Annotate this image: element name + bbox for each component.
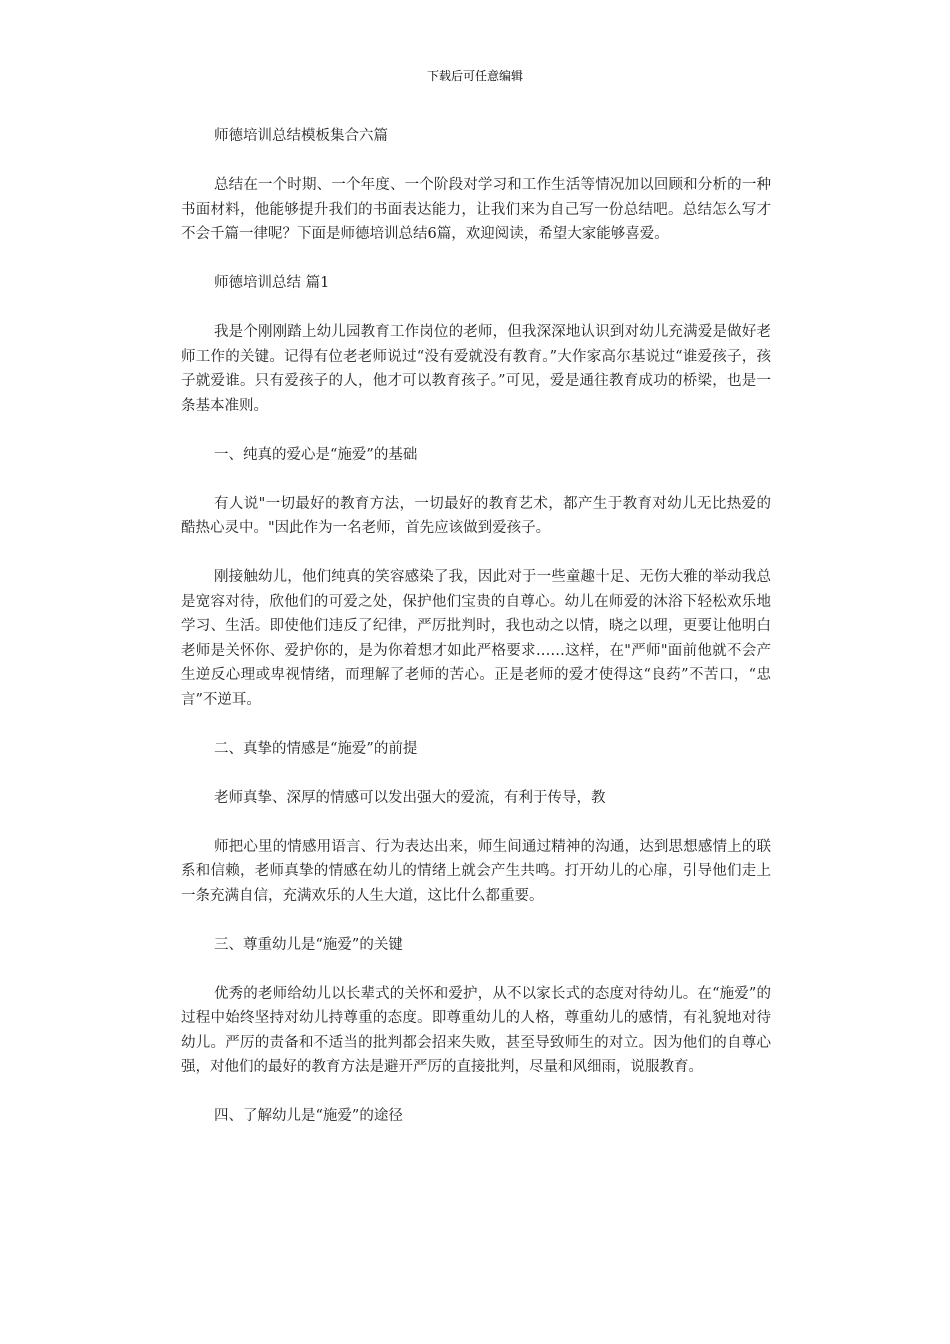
page-header-note: 下载后可任意编辑 [426, 69, 523, 83]
body-paragraph: 有人说"一切最好的教育方法，一切最好的教育艺术，都产生于教育对幼儿无比热爱的酷热心灵中。"因此作为一名老师，首先应该做到爱孩子。 [181, 495, 771, 536]
document-body [181, 124, 771, 1153]
body-paragraph: 师把心里的情感用语言、行为表达出来，师生间通过精神的沟通，达到思想感情上的联系和信赖，老师真挚的情感在幼儿的情绪上就会产生共鸣。打开幼儿的心扉，引导他们走上一条充满自信，充满欢乐的人生大道，这比什么都重要。 [181, 838, 771, 904]
section-heading-1: 一、纯真的爱心是“施爱”的基础 [214, 446, 418, 463]
body-paragraph: 优秀的老师给幼儿以长辈式的关怀和爱护，从不以家长式的态度对待幼儿。在“施爱”的过程中始终坚持对幼儿持尊重的态度。即尊重幼儿的人格，尊重幼儿的感情，有礼貌地对待幼儿。严厉的责备和不适当的批判都会招来失败，甚至导致师生的对立。因为他们的自尊心强，对他们的最好的教育方法是避开严厉的直接批判，尽量和风细雨，说服教育。 [181, 985, 771, 1075]
section-title-part1: 师德培训总结 篇1 [214, 275, 330, 291]
section-heading-4: 四、了解幼儿是“施爱”的途径 [214, 1108, 403, 1124]
section-heading-2: 二、真挚的情感是“施爱”的前提 [214, 740, 418, 757]
document-title: 师德培训总结模板集合六篇 [214, 128, 388, 144]
body-paragraph: 刚接触幼儿，他们纯真的笑容感染了我，因此对于一些童趣十足、无伤大雅的举动我总是宽容对待，欣他们的可爱之处，保护他们宝贵的自尊心。幼儿在师爱的沐浴下轻松欢乐地学习、生活。即使他们违反了纪律，严厉批判时，我也动之以情，晓之以理，更要让他明白老师是关怀你、爱护你的，是为你着想才如此严格要求……这样，在"严师"面前他就不会产生逆反心理或卑视情绪，而理解了老师的苦心。正是老师的爱才使得这“良药”不苦口，“忠言”不逆耳。 [181, 569, 771, 708]
section-heading-3: 三、尊重幼儿是“施爱”的关键 [214, 936, 403, 953]
intro-paragraph: 总结在一个时期、一个年度、一个阶段对学习和工作生活等情况加以回顾和分析的一种书面材料，他能够提升我们的书面表达能力，让我们来为自己写一份总结吧。总结怎么写才不会千篇一律呢？下面是师德培训总结6篇，欢迎阅读，希望大家能够喜爱。 [181, 177, 771, 242]
body-paragraph: 我是个刚刚踏上幼儿园教育工作岗位的老师，但我深深地认识到对幼儿充满爱是做好老师工作的关键。记得有位老老师说过“没有爱就没有教育。”大作家高尔基说过“谁爱孩子，孩子就爱谁。只有爱孩子的人，他才可以教育孩子。”可见，爱是通往教育成功的桥梁，也是一条基本准则。 [181, 324, 771, 414]
body-paragraph: 老师真挚、深厚的情感可以发出强大的爱流，有利于传导，教 [214, 789, 606, 806]
